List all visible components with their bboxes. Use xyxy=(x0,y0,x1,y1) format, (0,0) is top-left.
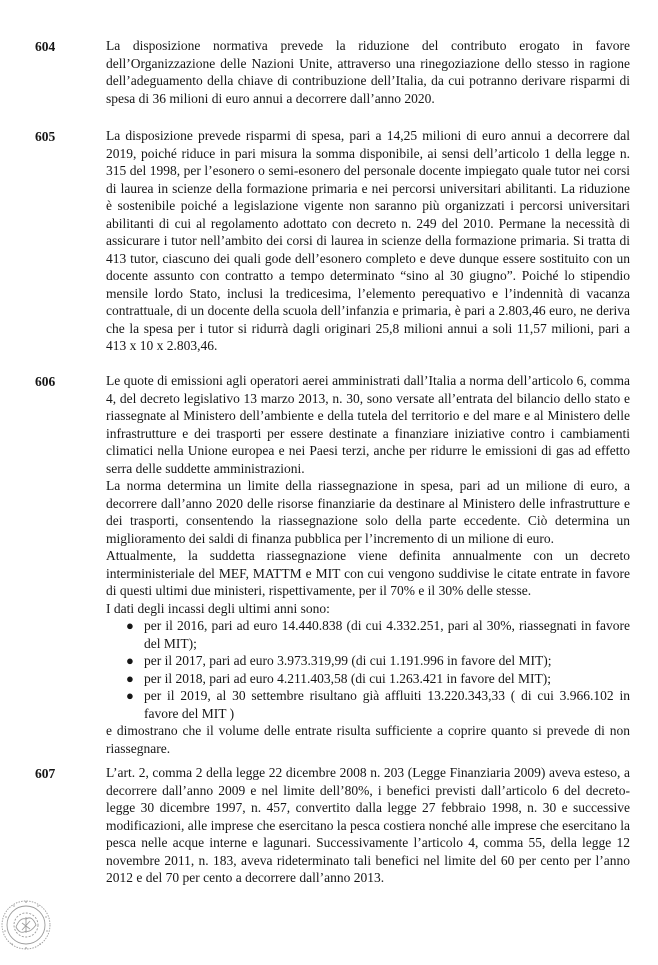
paragraph: La disposizione normativa prevede la riduzione del contributo erogato in favore dell’Organizzazione delle Nazioni Unite, attraverso una rinegoziazione dello stesso in ragione dell’adeguamento della chiave di contribuzione dell’Italia, da cui potranno derivare risparmi di spesa di 36 milioni di euro annui a decorrere dall’anno 2020. xyxy=(106,38,630,106)
paragraph: Le quote di emissioni agli operatori aerei amministrati dall’Italia a norma dell’articolo 6, comma 4, del decreto legislativo 13 marzo 2013, n. 30, sono versate all’entrata del bilancio dello stato e riassegnate al Ministero dell’ambiente e della tutela del territorio e del mare e al Ministero delle infrastrutture e dei trasporti per essere destinate a finanziare iniziative contro i cambiamenti climatici nella Unione europea e nei Paesi terzi, anche per ridurre le emissioni di gas ad effetto serra delle suddette amministrazioni. xyxy=(106,373,630,476)
list-item: ● per il 2018, pari ad euro 4.211.403,58 (di cui 1.263.421 in favore del MIT); xyxy=(126,670,552,686)
bullet-icon: ● xyxy=(126,618,134,633)
paragraph: L’art. 2, comma 2 della legge 22 dicembre 2008 n. 203 (Legge Finanziaria 2009) aveva esteso, a decorrere dall’anno 2009 e nel limite dell’80%, i benefici previsti dall’articolo 6 del decreto-legge 30 dicembre 1997, n. 457, convertito dalla legge 27 febbraio 1998, n. 30 e successive modificazioni, alle imprese che esercitano la pesca costiera nonché alle imprese che esercitano la pesca nelle acque interne e lagunari. Successivamente l’articolo 4, comma 55, della legge 12 novembre 2011, n. 183, aveva rideterminato tali benefici nel limite del 60 per cento per l’anno 2012 e del 70 per cento a decorrere dall’anno 2013. xyxy=(106,765,630,885)
section-text xyxy=(106,764,630,887)
list-item: ● per il 2016, pari ad euro 14.440.838 (di cui 4.332.251, pari al 30%, riassegnati in favore del MIT); xyxy=(126,618,630,651)
paragraph: Attualmente, la suddetta riassegnazione viene definita annualmente con un decreto interministeriale del MEF, MATTM e MIT con cui vengono suddivise le citate entrate in favore di questi ultimi due ministeri, rispettivamente, per il 70% e il 30% delle stesse. xyxy=(106,548,630,598)
list-item: ● per il 2017, pari ad euro 3.973.319,99 (di cui 1.191.996 in favore del MIT); xyxy=(126,653,552,668)
section-number: 604 xyxy=(35,39,56,54)
official-seal-stamp xyxy=(0,897,52,953)
section-number: 605 xyxy=(35,129,56,144)
section-text xyxy=(106,372,630,757)
bullet-icon: ● xyxy=(126,670,134,686)
bullet-icon: ● xyxy=(126,688,134,703)
bullet-icon: ● xyxy=(126,653,134,668)
paragraph: I dati degli incassi degli ultimi anni sono: xyxy=(106,600,330,616)
bullet-list xyxy=(106,617,630,722)
paragraph: La norma determina un limite della riassegnazione in spesa, pari ad un milione di euro, a decorrere dall’anno 2020 delle risorse finanziarie da destinare al Ministero delle infrastrutture e dei trasporti, consentendo la riassegnazione solo della parte eccedente. Ciò determina un miglioramento dei saldi di finanza pubblica per l’incremento di un milione di euro. xyxy=(106,478,630,546)
section-text xyxy=(106,37,630,107)
list-item: ● per il 2019, al 30 settembre risultano già affluiti 13.220.343,33 ( di cui 3.966.102 in favore del MIT ) xyxy=(126,688,630,721)
section-number: 606 xyxy=(35,374,56,389)
section-text xyxy=(106,127,630,355)
paragraph: La disposizione prevede risparmi di spesa, pari a 14,25 milioni di euro annui a decorrere dal 2019, poiché riduce in pari misura la somma disponibile, ai sensi dell’articolo 1 della legge n. 315 del 1998, per l’esonero o semi-esonero del personale docente impiegato quale tutor nei corsi di laurea in scienze della formazione primaria e nei percorsi universitari abilitanti. La riduzione è sostenibile poiché a legislazione vigente non saranno più organizzati i percorsi universitari abilitanti di cui al regolamento adottato con decreto n. 249 del 2010. Permane la necessità di assicurare i tutor nell’ambito dei corsi di laurea in scienze della formazione primaria. Si tratta di 413 tutor, ciascuno dei quali gode dell’esonero completo e deve dunque essere sostituito con un docente assunto con contratto a tempo determinato “sino al 30 giugno”. Poiché lo stipendio mensile lordo Stato, inclusi la tredicesima, l’elemento perequativo e l’indennità di vacanza contrattuale, di un docente della scuola dell’infanzia e primaria, è pari a 2.803,46 euro, ne deriva che la spesa per i tutor si ridurrà dagli originari 25,8 milioni annui a soli 11,57 milioni, pari a 413 x 10 x 2.803,46. xyxy=(106,128,630,353)
paragraph: e dimostrano che il volume delle entrate risulta sufficiente a coprire quanto si prevede di non riassegnare. xyxy=(106,723,630,756)
section-number: 607 xyxy=(35,766,56,781)
